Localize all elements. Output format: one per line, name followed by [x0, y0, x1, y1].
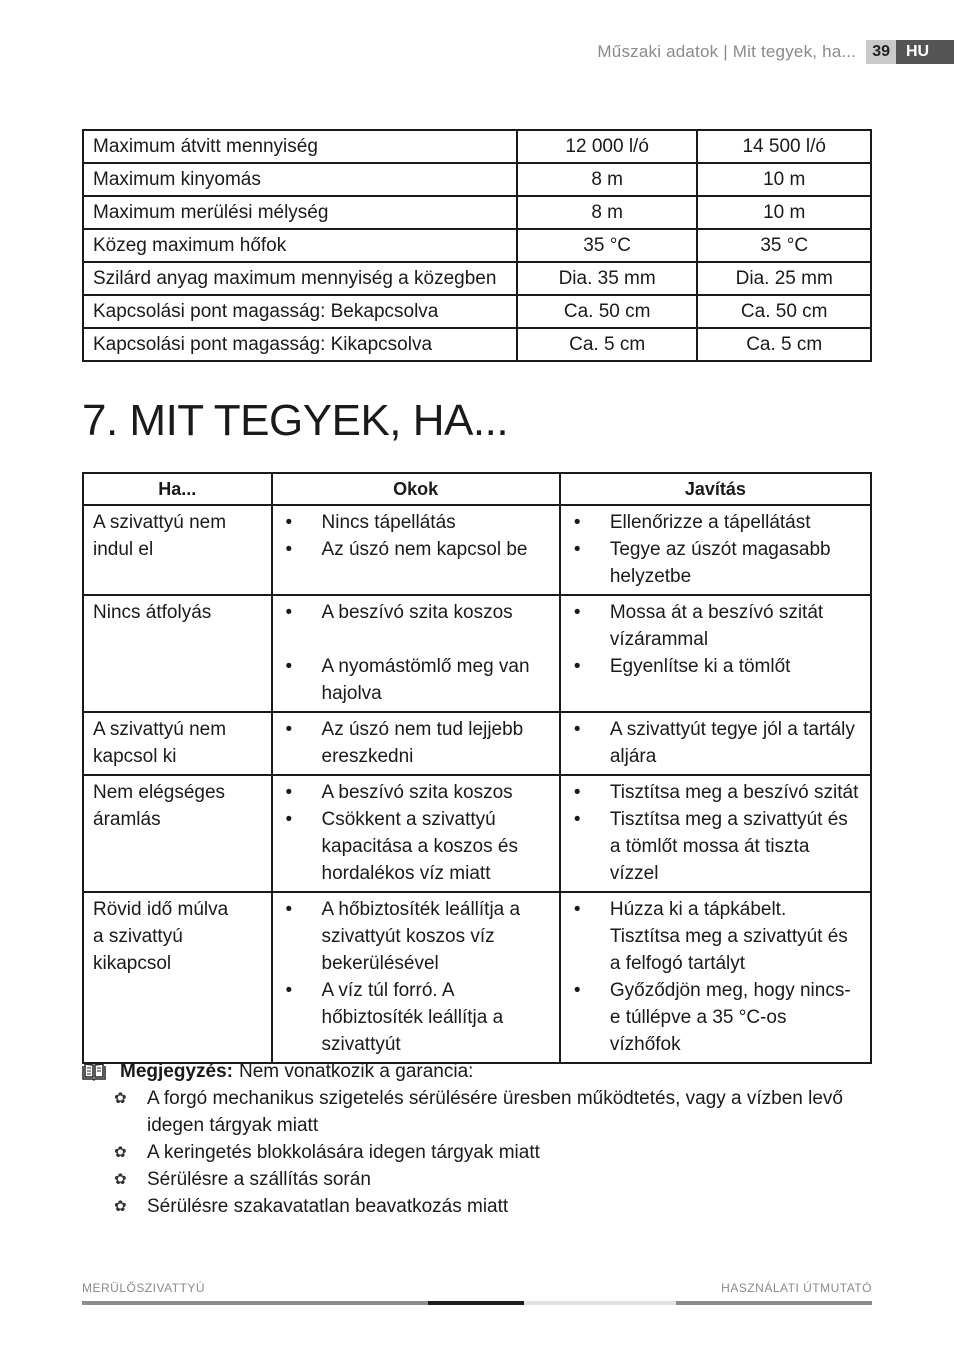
- list-item: • A víz túl forró. A hőbiztosíték leállítja a szivattyút: [282, 977, 550, 1058]
- list-item: • Győződjön meg, hogy nincs-e túllépve a 35 °C-os vízhőfok: [570, 977, 861, 1058]
- specs-table: [82, 129, 872, 362]
- spec-label: Maximum kinyomás: [83, 163, 517, 196]
- spec-value: Ca. 50 cm: [697, 295, 871, 328]
- list-item: • A nyomástömlő meg van hajolva: [282, 653, 550, 707]
- list-item: ✿ Sérülésre a szállítás során: [114, 1166, 882, 1193]
- spec-value: Ca. 50 cm: [517, 295, 698, 328]
- footer-bar-segment: [428, 1301, 524, 1305]
- fixes-list: [570, 716, 861, 770]
- causes-cell: [272, 505, 560, 595]
- problem-text: A szivattyú nem: [93, 719, 227, 740]
- table-row: [83, 775, 871, 892]
- spec-value: 12 000 l/ó: [517, 130, 698, 163]
- problem-cell: [83, 712, 272, 775]
- problem-text: Nincs átfolyás: [93, 602, 212, 623]
- troubleshooting-table: [82, 472, 872, 1064]
- list-item: • A szivattyút tegye jól a tartály aljára: [570, 716, 861, 770]
- spec-value: Dia. 35 mm: [517, 262, 698, 295]
- problem-text: a szivattyú kikapcsol: [93, 926, 183, 974]
- spec-label: Kapcsolási pont magasság: Kikapcsolva: [83, 328, 517, 361]
- footer-manual-title: HASZNÁLATI ÚTMUTATÓ: [721, 1281, 872, 1295]
- footer-bar-segment: [82, 1301, 428, 1305]
- spec-value: 8 m: [517, 196, 698, 229]
- language-badge: HU: [896, 40, 954, 64]
- list-item: • Az úszó nem tud lejjebb ereszkedni: [282, 716, 550, 770]
- table-row: [83, 163, 871, 196]
- fixes-list: [570, 509, 861, 590]
- problem-cell: [83, 595, 272, 712]
- table-row: [83, 712, 871, 775]
- spec-value: Ca. 5 cm: [517, 328, 698, 361]
- table-row: [83, 892, 871, 1063]
- spec-label: Maximum merülési mélység: [83, 196, 517, 229]
- list-item: • Egyenlítse ki a tömlőt: [570, 653, 861, 680]
- fixes-list: [570, 599, 861, 680]
- fixes-cell: [560, 712, 871, 775]
- causes-list: [282, 509, 550, 563]
- problem-cell: [83, 505, 272, 595]
- fixes-cell: [560, 775, 871, 892]
- list-item: • A hőbiztosíték leállítja a szivattyút koszos víz bekerülésével: [282, 896, 550, 977]
- list-item: • Tisztítsa meg a szivattyút és a tömlőt mossa át tiszta vízzel: [570, 806, 861, 887]
- table-row: [83, 505, 871, 595]
- fixes-cell: [560, 595, 871, 712]
- spec-value: 10 m: [697, 196, 871, 229]
- causes-cell: [272, 775, 560, 892]
- table-row: [83, 130, 871, 163]
- table-row: [83, 328, 871, 361]
- list-item: ✿ Sérülésre szakavatatlan beavatkozás miatt: [114, 1193, 882, 1220]
- causes-list: [282, 599, 550, 707]
- fixes-list: [570, 896, 861, 1058]
- note-section: [82, 1058, 882, 1220]
- footer-product-name: MERÜLŐSZIVATTYÚ: [82, 1281, 206, 1295]
- list-item: ✿ A keringetés blokkolására idegen tárgyak miatt: [114, 1139, 882, 1166]
- table-row: [83, 229, 871, 262]
- spec-label: Maximum átvitt mennyiség: [83, 130, 517, 163]
- column-header-fixes: Javítás: [560, 473, 871, 505]
- table-row: [83, 196, 871, 229]
- problem-text: áramlás: [93, 809, 161, 830]
- column-header-problem: Ha...: [83, 473, 272, 505]
- spec-value: 14 500 l/ó: [697, 130, 871, 163]
- page-header: [597, 40, 954, 64]
- causes-list: [282, 779, 550, 887]
- spec-value: 35 °C: [697, 229, 871, 262]
- list-item: • A beszívó szita koszos: [282, 779, 550, 806]
- problem-text: Rövid idő múlva: [93, 899, 229, 920]
- spec-value: 35 °C: [517, 229, 698, 262]
- list-item: • Tegye az úszót magasabb helyzetbe: [570, 536, 861, 590]
- spec-value: Ca. 5 cm: [697, 328, 871, 361]
- spec-label: Közeg maximum hőfok: [83, 229, 517, 262]
- problem-cell: [83, 775, 272, 892]
- column-header-causes: Okok: [272, 473, 560, 505]
- open-book-icon: [82, 1063, 106, 1081]
- list-item: • Nincs tápellátás: [282, 509, 550, 536]
- problem-cell: [83, 892, 272, 1063]
- spec-value: 10 m: [697, 163, 871, 196]
- table-row: [83, 595, 871, 712]
- list-item: • Csökkent a szivattyú kapacitása a koszos és hordalékos víz miatt: [282, 806, 550, 887]
- spec-value: Dia. 25 mm: [697, 262, 871, 295]
- list-item: • Mossa át a beszívó szitát vízárammal: [570, 599, 861, 653]
- note-heading: [82, 1058, 882, 1085]
- causes-cell: [272, 892, 560, 1063]
- problem-text: Nem elégséges: [93, 782, 226, 803]
- causes-list: [282, 896, 550, 1058]
- note-list: [82, 1085, 882, 1220]
- list-item: ✿ A forgó mechanikus szigetelés sérülésére üresben működtetés, vagy a vízben levő idegen tárgyak miatt: [114, 1085, 882, 1139]
- footer-bar-segment: [524, 1301, 676, 1305]
- section-title: 7. MIT TEGYEK, HA...: [82, 396, 509, 445]
- list-item: • Ellenőrizze a tápellátást: [570, 509, 861, 536]
- list-item: • Az úszó nem kapcsol be: [282, 536, 550, 563]
- table-row: [83, 295, 871, 328]
- problem-text: A szivattyú nem: [93, 512, 227, 533]
- footer-bar-segment: [676, 1301, 872, 1305]
- table-row: [83, 262, 871, 295]
- header-title: Műszaki adatok | Mit tegyek, ha...: [597, 42, 857, 61]
- causes-cell: [272, 712, 560, 775]
- spec-label: Szilárd anyag maximum mennyiség a közegben: [83, 262, 517, 295]
- fixes-cell: [560, 505, 871, 595]
- list-item: • A beszívó szita koszos: [282, 599, 550, 626]
- list-item: • Húzza ki a tápkábelt. Tisztítsa meg a szivattyút és a felfogó tartályt: [570, 896, 861, 977]
- problem-text: kapcsol ki: [93, 746, 177, 767]
- note-label: Megjegyzés:: [120, 1061, 233, 1082]
- footer-color-bar: [82, 1301, 872, 1305]
- fixes-cell: [560, 892, 871, 1063]
- causes-cell: [272, 595, 560, 712]
- problem-text: indul el: [93, 539, 154, 560]
- table-header-row: [83, 473, 871, 505]
- spec-value: 8 m: [517, 163, 698, 196]
- page-number: 39: [866, 40, 896, 64]
- spec-label: Kapcsolási pont magasság: Bekapcsolva: [83, 295, 517, 328]
- note-text: Nem vonatkozik a garancia:: [238, 1061, 474, 1082]
- causes-list: [282, 716, 550, 770]
- fixes-list: [570, 779, 861, 887]
- list-item: • Tisztítsa meg a beszívó szitát: [570, 779, 861, 806]
